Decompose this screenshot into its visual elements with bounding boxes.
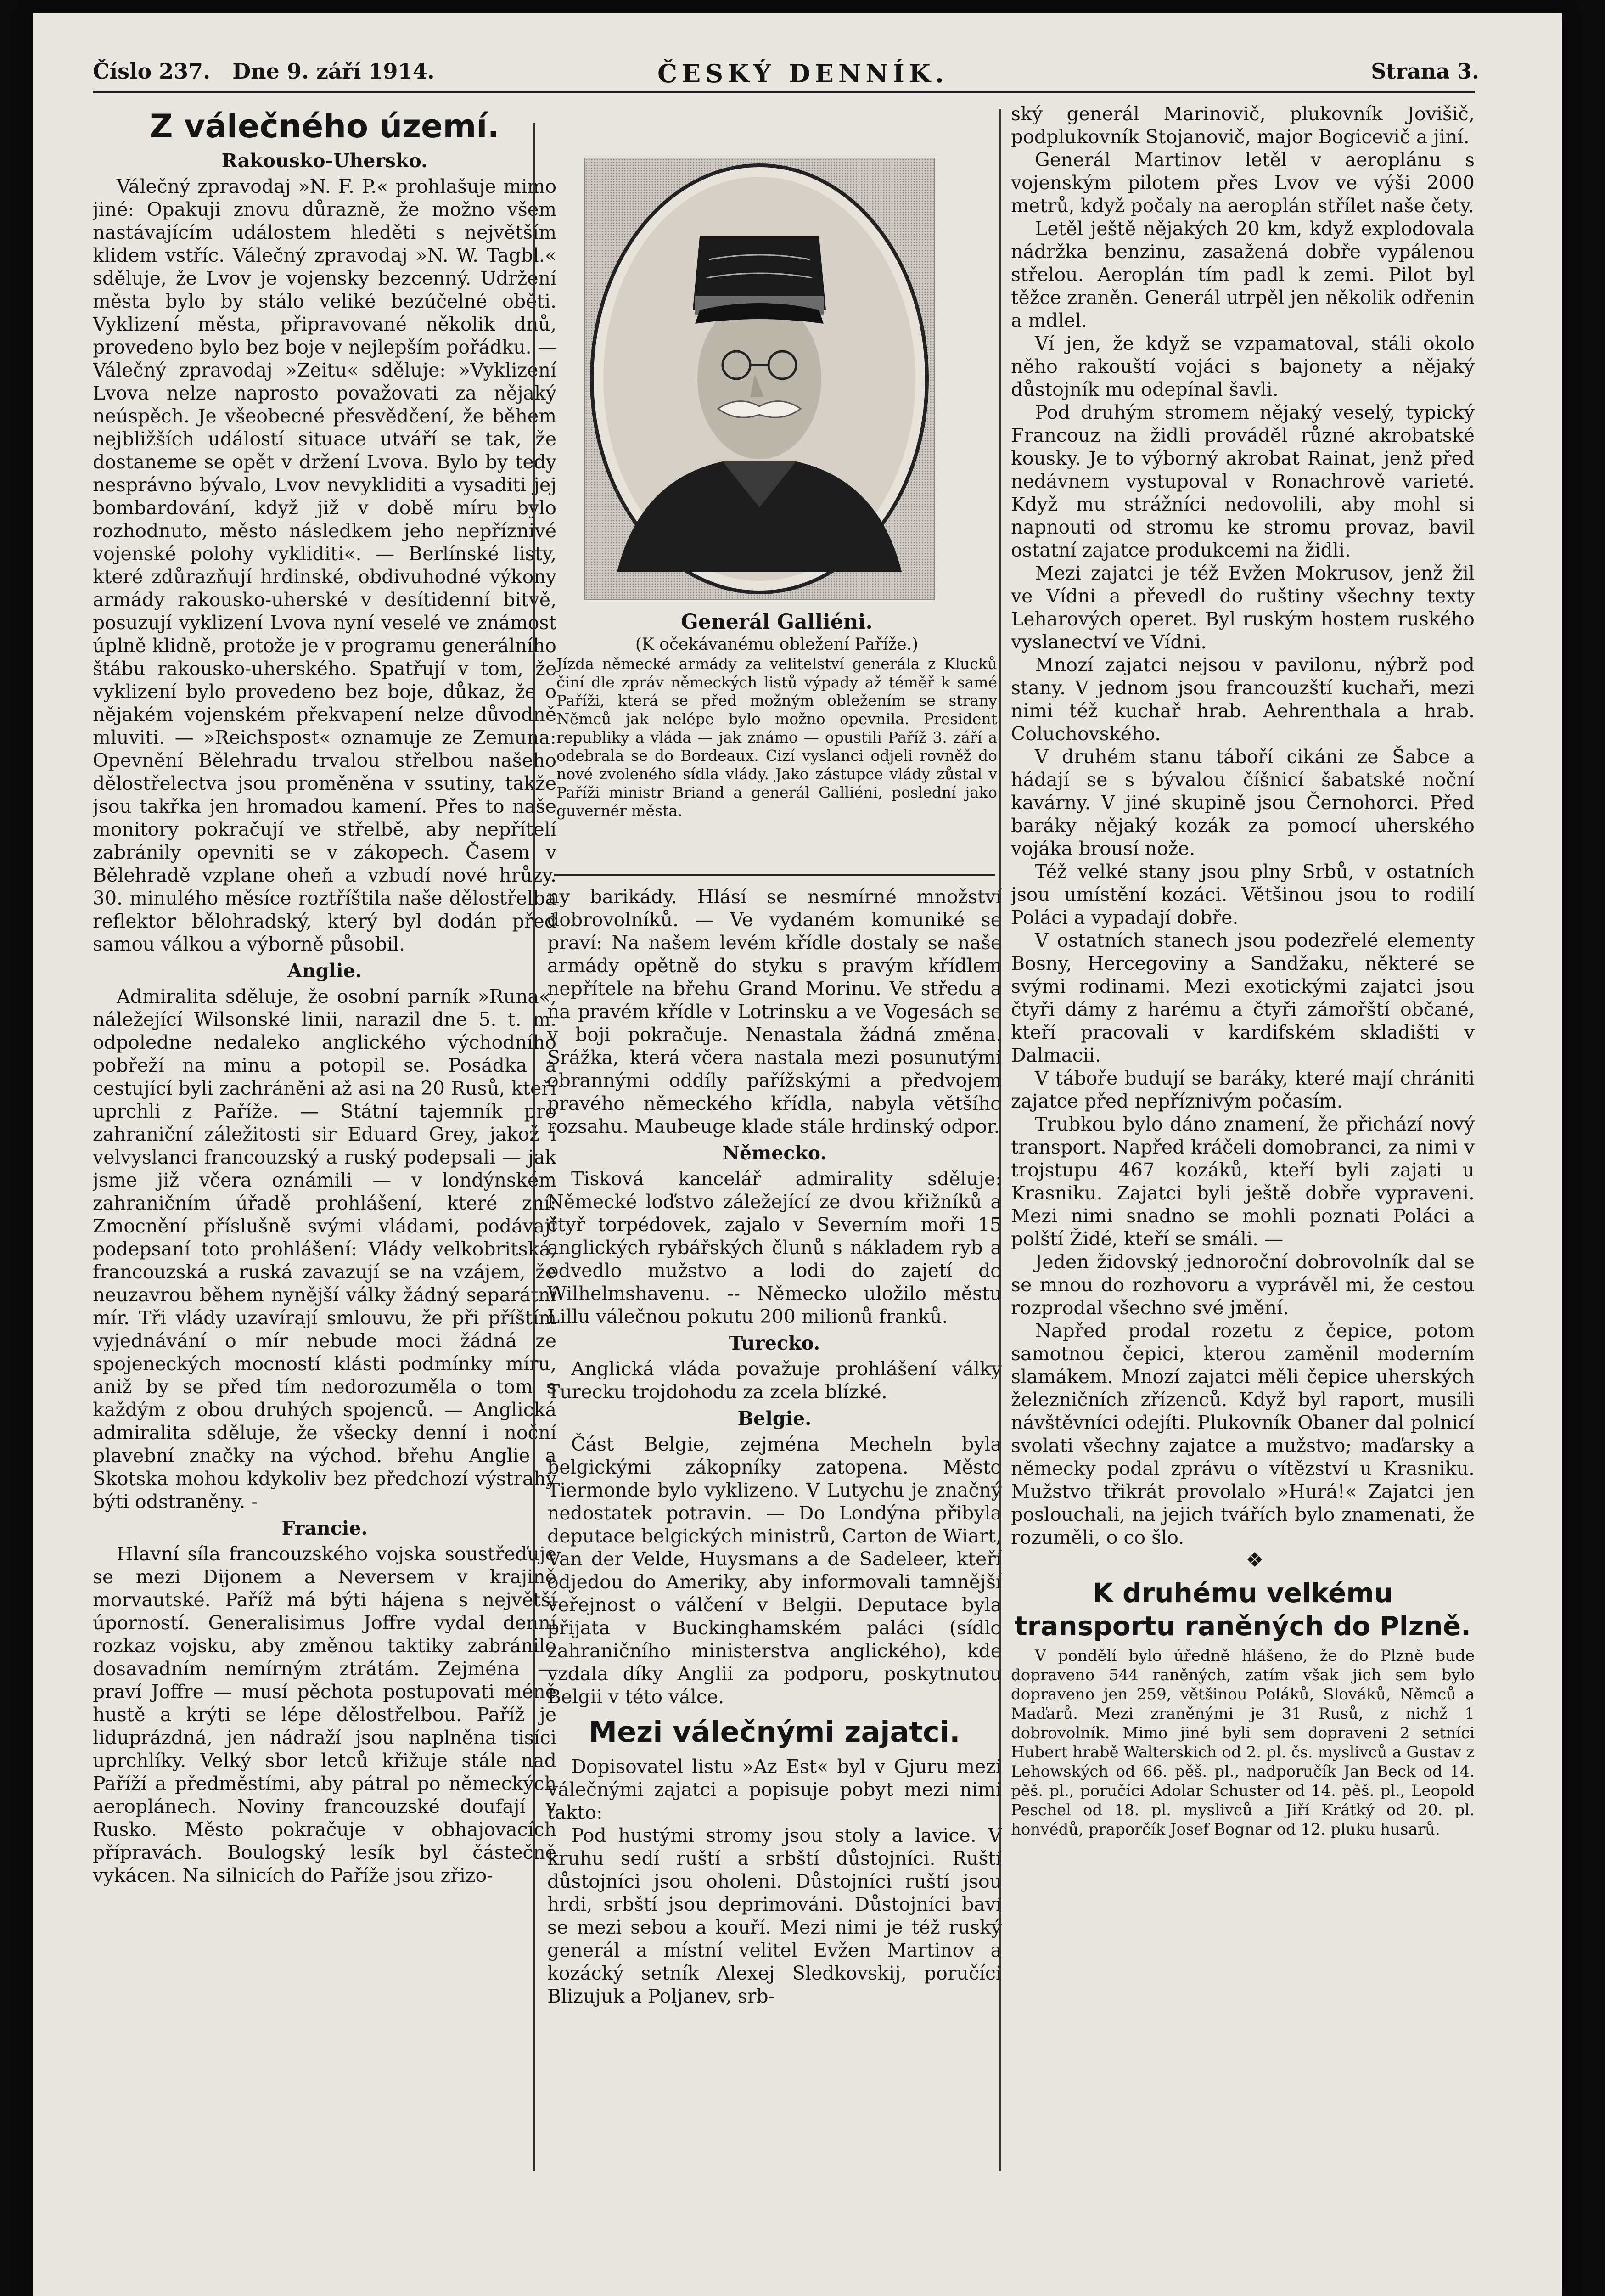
article-paragraph: Pod druhým stromem nějaký veselý, typický Francouz na židli prováděl různé akrobatské kousky. Je to výborný akrobat Rainat, jenž před nedávnem vystupoval v Ronachrově varieté. Když mu strážníci nedovolili, aby mohl si napnouti od stromu ke stromu provaz, bavil ostatní zajatce produkcemi na židli. [1011, 401, 1475, 561]
article-paragraph: Napřed prodal rozetu z čepice, potom samotnou čepici, kterou zaměnil moderním slamákem. Mnozí zajatci měli čepice uherských železničních zřízenců. Když byl raport, musili návštěvníci odejíti. Plukovník Obaner dal polnicí svolati všechny zajatce a mužstvo; maďarsky a německy podal zprávu o vítězství u Krasniku. Mužstvo třikrát provolalo »Hurá!« Zajatci jen poslouchali, na jejich tvářích bylo znamenati, že rozuměli, o co šlo. [1011, 1320, 1475, 1548]
column-divider [999, 109, 1001, 2171]
photo-caption [556, 610, 997, 820]
portrait-illustration [585, 158, 934, 599]
article-paragraph: V pondělí bylo úředně hlášeno, že do Plzně bude dopraveno 544 raněných, zatím však jich sem bylo dopraveno jen 259, většinou Poláků, Slováků, Němců a Maďarů. Mezi zraněnými je 31 Rusů, z nichž 1 dobrovolník. Mimo jiné byli sem dopraveni 2 setníci Hubert hrabě Walterskich od 2. pl. čs. myslivců a Gustav z Lehowských od 66. pěš. pl., nadporučík Jan Beck od 14. pěš. pl., poručíci Adolar Schuster od 14. pěš. pl., Leopold Peschel od 18. pl. myslivců a Jiří Krátký od 20. pl. honvédů, praporčík Josef Bognar od 12. pluku husarů. [1011, 1647, 1475, 1839]
subheading-anglie: Anglie. [287, 960, 362, 982]
article-paragraph: Mezi zajatci je též Evžen Mokrusov, jenž žil ve Vídni a převedl do ruštiny všechny texty Leharových operet. Byl ruským hostem ruského vyslanectví ve Vídni. [1011, 562, 1475, 653]
article-paragraph: Ví jen, že když se vzpamatoval, stáli okolo něho rakouští vojáci s bajonety a nějaký důstojník mu odepínal šavli. [1011, 332, 1475, 400]
portrait-photo [584, 158, 935, 600]
article-paragraph: Jeden židovský jednoroční dobrovolník dal se se mnou do rozhovoru a vyprávěl mi, že cestou rozprodal všechno své jmění. [1011, 1251, 1475, 1319]
subheading-rakousko: Rakousko-Uhersko. [221, 150, 428, 172]
article-paragraph: V druhém stanu táboří cikáni ze Šabce a hádají se s bývalou číšnicí šabatské noční kavárny. V jiné skupině jsou Černohorci. Před baráky nějaký kozák za pomocí uherského vojáka brousí nože. [1011, 746, 1475, 860]
article-paragraph: Mnozí zajatci nejsou v pavilonu, nýbrž pod stany. V jednom jsou francouzští kuchaři, mezi nimi též kuchař hrab. Aehrenthala a hrab. Coluchovského. [1011, 654, 1475, 745]
article-paragraph: ny barikády. Hlásí se nesmírné množství dobrovolníků. — Ve vydaném komuniké se praví: Na našem levém křídle dostaly se naše armády opětně do styku s pravým křídlem nepřítele na břehu Grand Morinu. Ve středu a na pravém křídle v Lotrinsku a ve Vogesách se v boji pokračuje. Nenastala žádná změna. Srážka, která včera nastala mezi posunutými obrannými oddíly pařížskými a předvojem pravého německého křídla, nabyla většího rozsahu. Maubeuge klade stále hrdinský odpor. [547, 886, 1002, 1137]
section-heading: Z válečného území. [149, 107, 500, 145]
article-paragraph: Část Belgie, zejména Mecheln byla belgickými zákopníky zatopena. Město Tiermonde bylo vyklizeno. V Lutychu je značný nedostatek potravin. — Do Londýna přibyla deputace belgických ministrů, Carton de Wiart, Van der Velde, Huysmans a de Sadeleer, kteří odjedou do Ameriky, aby informovali tamnější veřejnost o válčení v Belgii. Deputace byla přijata v Buckinghamském paláci (sídlo zahraničního ministerstva anglického), kde vzdala díky Anglii za podporu, poskytnutou Belgii v této válce. [547, 1433, 1002, 1708]
column-3 [1011, 102, 1475, 2169]
subheading-francie: Francie. [281, 1517, 368, 1539]
subheading-nemecko: Německo. [722, 1142, 827, 1164]
caption-title: Generál Galliéni. [681, 610, 873, 634]
column-2 [547, 885, 1002, 2171]
article-paragraph: ský generál Marinovič, plukovník Jovišič, podplukovník Stojanovič, major Bogicevič a jiní. [1011, 103, 1475, 148]
section-heading: K druhému velkému transportu raněných do Plzně. [1014, 1577, 1471, 1642]
article-paragraph: Též velké stany jsou plny Srbů, v ostatních jsou umístění kozáci. Většinou jsou to rodilí Poláci a vypadají dobře. [1011, 861, 1475, 929]
masthead-rule [93, 91, 1475, 93]
column-divider [533, 123, 535, 2171]
ornament-icon: ❖ [1246, 1548, 1264, 1572]
caption-subtitle: (K očekávanému obležení Paříže.) [635, 635, 919, 654]
article-paragraph: Letěl ještě nějakých 20 km, když explodovala nádržka benzinu, zasažená dobře vypálenou střelou. Aeroplán tím padl k zemi. Pilot byl těžce zraněn. Generál utrpěl jen několik odřenin a mdlel. [1011, 218, 1475, 332]
article-paragraph: Tisková kancelář admirality sděluje: Německé loďstvo záležející ze dvou křižníků a čtyř torpédovek, zajalo v Severním moři 15 anglických rybářských člunů s nákladem ryb a odvedlo mužstvo a lodi do zajetí do Wilhelmshavenu. -- Německo uložilo městu Lillu válečnou pokutu 200 milionů franků. [547, 1168, 1002, 1328]
caption-text: Jízda německé armády za velitelství generála z Klucků činí dle zpráv německých listů výpady až téměř k samé Paříži, která se před možným obležením se strany Němců jak nelépe bylo možno opevnila. President republiky a vláda — jak známo — opustili Paříž 3. září a odebrala se do Bordeaux. Cizí vyslanci odjeli rovněž do nové zvoleného sídla vlády. Jako zástupce vlády zůstal v Paříži ministr Briand a generál Galliéni, poslední jako guvernér města. [556, 655, 997, 820]
article-paragraph: Trubkou bylo dáno znamení, že přichází nový transport. Napřed kráčeli domobranci, za nimi v trojstupu 467 kozáků, kteří byli zajati u Krasniku. Zajatci byli ještě dobře vypraveni. Mezi nimi snadno se mohli poznati Poláci a polští Židé, kteří se smáli. — [1011, 1113, 1475, 1250]
caption-rule [554, 874, 995, 876]
article-paragraph: Pod hustými stromy jsou stoly a lavice. V kruhu sedí ruští a srbští důstojníci. Ruští důstojníci jsou oholeni. Důstojníci ruští jsou hrdi, srbští jsou deprimováni. Důstojníci baví se mezi sebou a kouří. Mezi nimi je též ruský generál a místní velitel Evžen Martinov a kozácký setník Alexej Sledkovskij, poručíci Blizujuk a Poljanev, srb- [547, 1824, 1002, 2007]
article-paragraph: V táboře budují se baráky, které mají chrániti zajatce před nepříznivým počasím. [1011, 1067, 1475, 1112]
issue-and-date: Číslo 237. Dne 9. září 1914. [93, 59, 435, 84]
newspaper-page [33, 13, 1562, 2296]
subheading-turecko: Turecko. [729, 1332, 820, 1354]
article-paragraph: Generál Martinov letěl v aeroplánu s vojenským pilotem přes Lvov ve výši 2000 metrů, když počaly na aeroplán střílet naše čety. [1011, 149, 1475, 217]
page-number: Strana 3. [1371, 59, 1479, 84]
article-paragraph: Válečný zpravodaj »N. F. P.« prohlašuje mimo jiné: Opakuji znovu důrazně, že možno všem nastávajícím událostem hleděti s největším klidem vstříc. Válečný zpravodaj »N. W. Tagbl.« sděluje, že Lvov je vojensky bezcenný. Udržení města bylo by stálo veliké bezúčelné oběti. Vyklizení města, připravované několik dnů, provedeno bylo bez boje v nejlepším pořádku. — Válečný zpravodaj »Zeitu« sděluje: »Vyklizení Lvova nelze naprosto považovati za nějaký neúspěch. Je všeobecné přesvědčení, že během nejbližších událostí situace utváří se tak, že dostaneme se opět v držení Lvova. Bylo by tedy nesprávno bývalo, Lvov nevykliditi a vysaditi jej bombardování, když již v době míru bylo rozhodnuto, město následkem jeho nepříznivé vojenské polohy vykliditi«. — Berlínské listy, které zdůrazňují hrdinské, obdivuhodné výkony armády rakousko-uherské v desítidenní bitvě, posuzují vyklizení Lvova nyní veselé ve známost úplně klidně, protože je v programu generálního štábu rakousko-uherského. Spatřují v tom, že vyklizení bylo provedeno bez boje, důkaz, že o nějakém vojenském překvapení nelze důvodně mluviti. — »Reichspost« oznamuje ze Zemuna: Opevnění Bělehradu trvalou střelbou našeho dělostřelectva jsou proměněna v ssutiny, takže jsou takřka jen hromadou kamení. Přes to naše monitory pokračují ve střelbě, aby nepřítelí zabránily opevniti se v zákopech. Časem v Bělehradě vzplane oheň a vzbudí nové hrůzy. 30. minulého měsíce roztříštila naše dělostřelba reflektor bělohradský, který byl dodán před samou válkou a výborně působil. [93, 175, 556, 955]
newspaper-title: ČESKÝ DENNÍK. [657, 59, 948, 88]
section-heading: Mezi válečnými zajatci. [589, 1715, 960, 1749]
article-paragraph: Hlavní síla francouzského vojska soustřeďuje se mezi Dijonem a Neversem v krajině morvautské. Paříž má býti hájena s největší úporností. Generalisimus Joffre vydal denní rozkaz vojsku, aby změnou taktiky zabránilo dosavadním nemírným ztrátám. Zejména — praví Joffre — musí pěchota postupovati méně hustě a krýti se lépe dělostřelbou. Paříž je liduprázdná, jen nádraží jsou naplněna tisíci uprchlíky. Velký sbor letců křižuje stále nad Paříží a předměstími, aby pátral po německých aeroplánech. Noviny francouzské doufají v Rusko. Město pokračuje v obhajovacích přípravách. Boulogský lesík byl částečně vykácen. Na silnicích do Paříže jsou zřizo- [93, 1543, 556, 1886]
article-paragraph: Admiralita sděluje, že osobní parník »Runa«, náležející Wilsonské linii, narazil dne 5. t. m. odpoledne nedaleko anglického východního pobřeží na minu a potopil se. Posádka a cestující byli zachráněni až asi na 20 Rusů, kteří uprchli z Paříže. — Státní tajemník pro zahraniční záležitosti sir Eduard Grey, jakož i velvyslanci francouzský a ruský podepsali — jak jsme již včera oznámili — v londýnském zahraničním úřadě prohlášení, které zní: Zmocnění příslušně svými vládami, podávají podepsaní toto prohlášení: Vlády velkobritská, francouzská a ruská zavazují se na vzájem, že neuzavrou během nynější války žádný separátní mír. Tři vlády uzavírají smlouvu, že při příštím vyjednávání o mír nebude moci žádná ze spojeneckých mocností klásti podmínky míru, aniž by se před tím nedorozuměla o tom s každým z obou druhých spojenců. — Anglická admiralita sděluje, že všecky denní i noční plavební značky na východ. břehu Anglie a Skotska mohou kdykoliv bez předchozí výstrahy býti odstraněny. - [93, 985, 556, 1513]
article-paragraph: V ostatních stanech jsou podezřelé elementy Bosny, Hercegoviny a Sandžaku, některé se svými rodinami. Mezi exotickými zajatci jsou čtyři dámy z harému a čtyři zámořští občané, kteří pracovali v kardifském skladišti v Dalmacii. [1011, 929, 1475, 1066]
subheading-belgie: Belgie. [737, 1407, 812, 1429]
article-paragraph: Anglická vláda považuje prohlášení války Turecku trojdohodu za zcela blízké. [547, 1358, 1002, 1403]
article-paragraph: Dopisovatel listu »Az Est« byl v Gjuru mezi válečnými zajatci a popisuje pobyt mezi nimi takto: [547, 1756, 1002, 1823]
masthead [93, 59, 1479, 86]
column-1 [93, 102, 556, 2169]
